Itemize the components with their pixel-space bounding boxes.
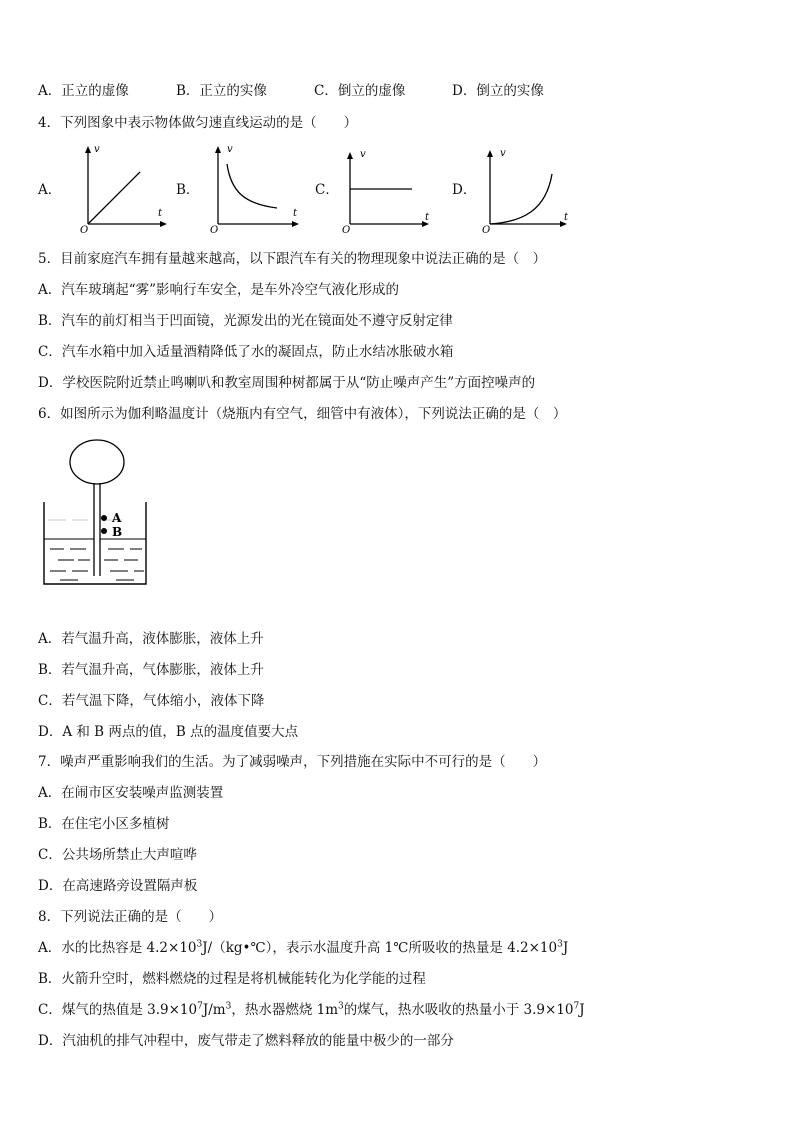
- axis-v-label: v: [360, 149, 366, 160]
- q8-a-text-2: J/（kg•℃），表示水温度升高 1℃所吸收的热量是 4.2×10: [202, 940, 558, 956]
- v-axis-arrow: [487, 150, 493, 157]
- q3-option-c[interactable]: C．倒立的虚像: [314, 83, 406, 99]
- v-axis-arrow: [347, 152, 353, 159]
- motion-curve: [227, 164, 277, 208]
- axis-t-label: t: [564, 212, 569, 223]
- q8-c-exp-3: 3: [338, 1001, 344, 1012]
- flask-bulb: [70, 440, 124, 484]
- motion-line: [88, 172, 140, 224]
- t-axis-arrow: [292, 221, 299, 227]
- point-a-dot: [101, 515, 107, 521]
- q7-stem: 7．噪声严重影响我们的生活。为了减弱噪声，下列措施在实际中不可行的是（ ）: [38, 754, 547, 770]
- axis-v-label: v: [94, 144, 100, 155]
- origin-label: O: [210, 225, 219, 234]
- q5-option-c[interactable]: C．汽车水箱中加入适量酒精降低了水的凝固点，防止水结冰胀破水箱: [38, 344, 454, 360]
- q8-a-exp-1: 3: [196, 939, 203, 950]
- q8-c-text-2: J/m: [202, 1002, 226, 1018]
- q5-option-d[interactable]: D．学校医院附近禁止鸣喇叭和教室周围种树都属于从“防止噪声产生”方面控噪声的: [38, 375, 536, 391]
- t-axis-arrow: [160, 221, 167, 227]
- q8-option-c[interactable]: [38, 1001, 585, 1019]
- q8-c-text-1: C．煤气的热值是 3.9×10: [38, 1002, 198, 1018]
- q4-graph-label-a[interactable]: A．: [38, 182, 62, 198]
- q8-c-text-4: 的煤气，热水吸收的热量小于 3.9×10: [343, 1002, 574, 1018]
- q6-stem: 6．如图所示为伽利略温度计（烧瓶内有空气，细管中有液体），下列说法正确的是（ ）: [38, 406, 567, 422]
- axis-t-label: t: [158, 208, 163, 219]
- axis-t-label: t: [425, 212, 430, 223]
- q4-graph-d: [478, 142, 578, 234]
- q3-option-b[interactable]: B．正立的实像: [176, 83, 267, 99]
- v-axis-arrow: [85, 146, 91, 153]
- q8-option-d[interactable]: D．汽油机的排气冲程中，废气带走了燃料释放的能量中极少的一部分: [38, 1033, 454, 1049]
- point-a-label: A: [112, 511, 122, 525]
- q8-c-text-5: J: [579, 1002, 585, 1018]
- q8-c-exp-4: 7: [573, 1001, 580, 1012]
- axis-t-label: t: [293, 208, 298, 219]
- q4-stem: 4．下列图象中表示物体做匀速直线运动的是（ ）: [38, 115, 358, 131]
- q5-stem: 5．目前家庭汽车拥有量越来越高，以下跟汽车有关的物理现象中说法正确的是（ ）: [38, 251, 547, 267]
- water-container: [44, 502, 146, 584]
- q6-option-c[interactable]: C．若气温下降，气体缩小，液体下降: [38, 693, 265, 709]
- q8-a-exp-2: 3: [557, 939, 563, 950]
- q7-option-b[interactable]: B．在住宅小区多植树: [38, 816, 170, 832]
- q3-option-d[interactable]: D．倒立的实像: [452, 83, 544, 99]
- q4-graph-label-d[interactable]: D．: [452, 182, 477, 198]
- q8-option-a[interactable]: [38, 939, 568, 957]
- q4-graph-b: [205, 142, 305, 234]
- q4-graph-a: [78, 142, 173, 234]
- point-b-dot: [101, 528, 107, 534]
- q3-option-a[interactable]: A．正立的虚像: [38, 83, 129, 99]
- q7-option-d[interactable]: D．在高速路旁设置隔声板: [38, 878, 198, 894]
- origin-label: O: [80, 225, 89, 234]
- axis-v-label: v: [227, 144, 233, 155]
- q4-graph-c: [340, 142, 440, 234]
- q6-option-b[interactable]: B．若气温升高，气体膨胀，液体上升: [38, 662, 264, 678]
- origin-label: O: [342, 225, 351, 234]
- q8-stem: 8．下列说法正确的是（ ）: [38, 909, 223, 925]
- q8-c-exp-1: 7: [197, 1001, 203, 1012]
- galileo-thermometer-figure: [38, 436, 153, 591]
- q8-c-exp-2: 3: [225, 1001, 232, 1012]
- q4-graph-label-b[interactable]: B．: [176, 182, 200, 198]
- v-axis-arrow: [215, 146, 221, 153]
- q4-graph-label-c[interactable]: C．: [315, 182, 339, 198]
- q7-option-a[interactable]: A．在闹市区安装噪声监测装置: [38, 785, 224, 801]
- q8-c-text-3: ，热水器燃烧 1m: [231, 1002, 339, 1018]
- axis-v-label: v: [500, 148, 506, 159]
- q7-option-c[interactable]: C．公共场所禁止大声喧哗: [38, 847, 197, 863]
- q6-option-d[interactable]: D．A 和 B 两点的值，B 点的温度值要大点: [38, 724, 299, 740]
- q8-a-text-1: A．水的比热容是 4.2×10: [38, 940, 197, 956]
- motion-curve: [490, 174, 552, 224]
- q5-option-a[interactable]: A．汽车玻璃起“雾”影响行车安全，是车外冷空气液化形成的: [38, 282, 400, 298]
- origin-label: O: [482, 225, 491, 234]
- q5-option-b[interactable]: B．汽车的前灯相当于凹面镜，光源发出的光在镜面处不遵守反射定律: [38, 313, 453, 329]
- q8-a-text-3: J: [562, 940, 569, 956]
- q8-option-b[interactable]: B．火箭升空时，燃料燃烧的过程是将机械能转化为化学能的过程: [38, 971, 426, 987]
- q6-option-a[interactable]: A．若气温升高，液体膨胀，液体上升: [38, 631, 264, 647]
- point-b-label: B: [112, 525, 123, 539]
